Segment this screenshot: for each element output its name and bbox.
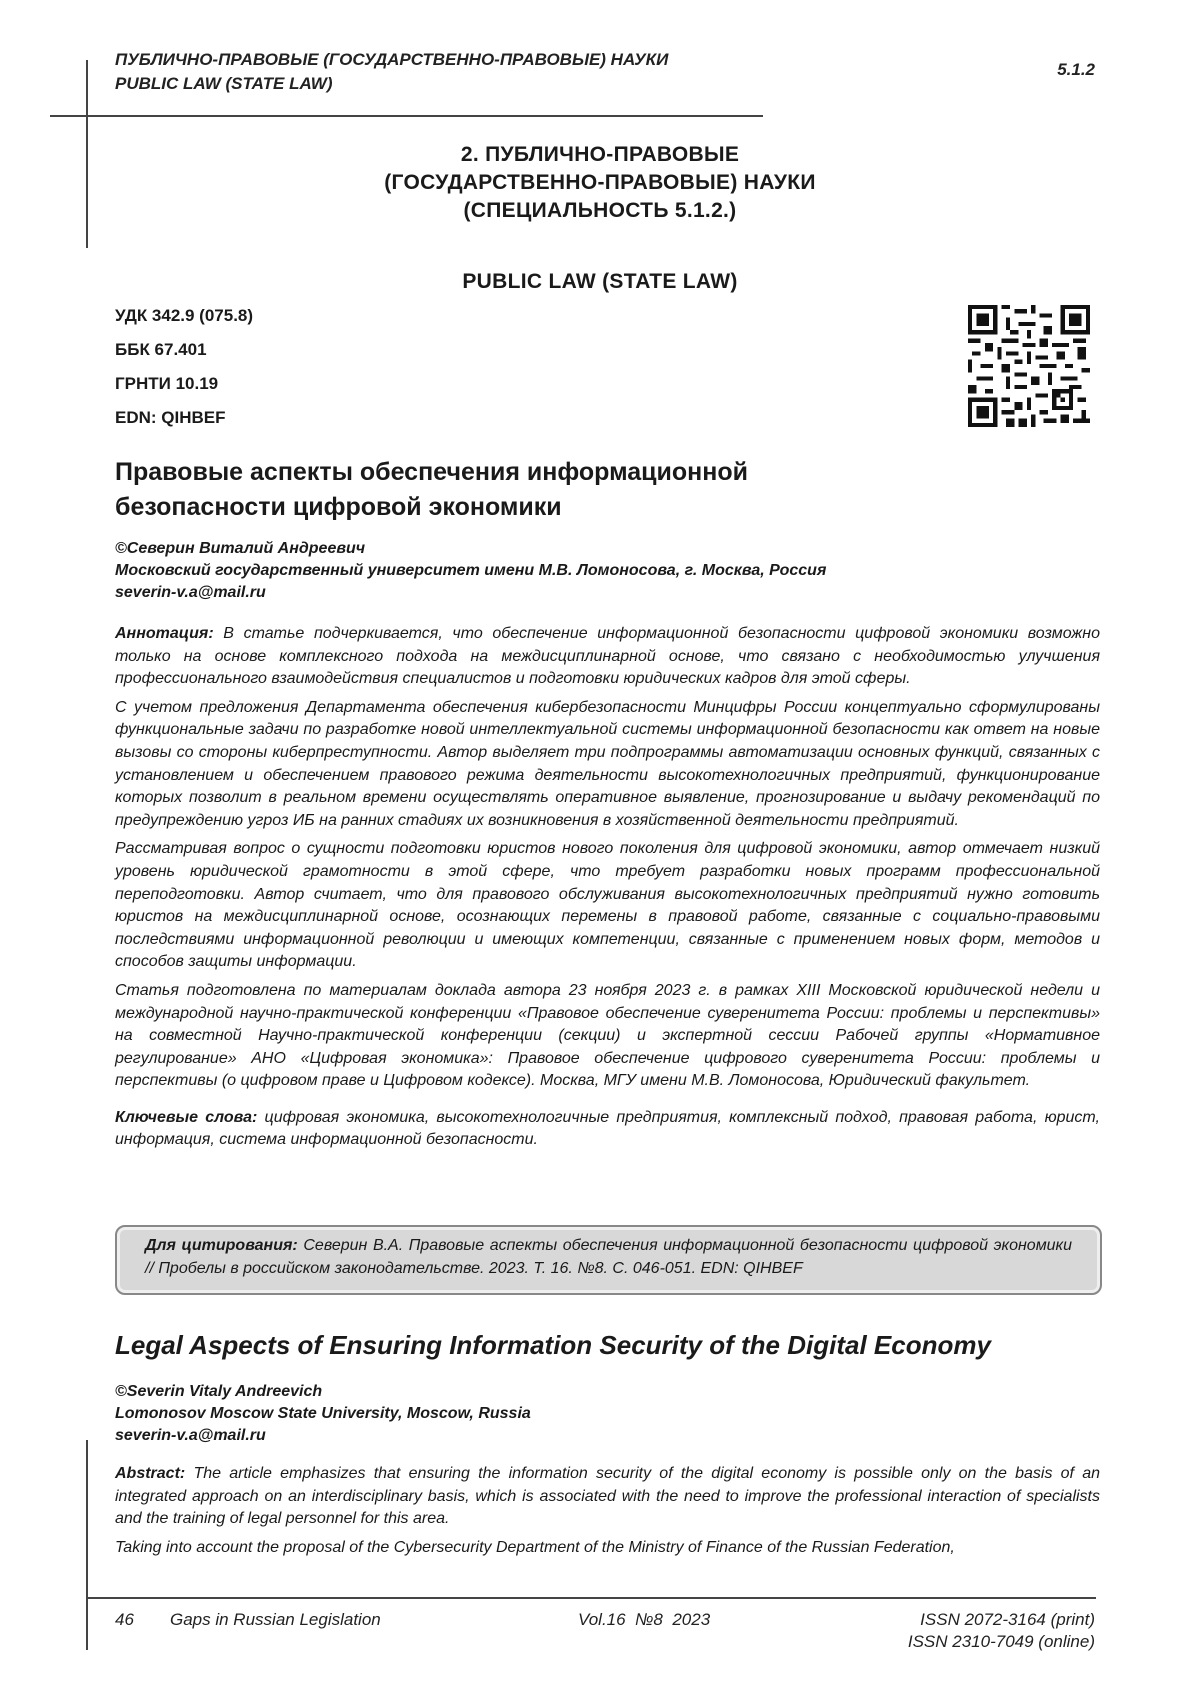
article-title-ru-line1: Правовые аспекты обеспечения информационной: [115, 458, 749, 486]
keywords-ru: [115, 1107, 1100, 1152]
author-email-ru[interactable]: severin-v.a@mail.ru: [115, 584, 266, 601]
article-title-en: Legal Aspects of Ensuring Information Security of the Digital Economy: [115, 1330, 991, 1360]
header-horizontal-rule: [50, 115, 763, 117]
abstract-ru-p1-text: В статье подчеркивается, что обеспечение информационной безопасности цифровой экономики возможно только на основе комплексного подхода на междисциплинарной основе, что связано с необходимостью улучшения профессионального взаимодействия специалистов и подготовки юридических кадров для этой сферы.: [115, 625, 1100, 688]
citation-body: Северин В.А. Правовые аспекты обеспечения информационной безопасности цифровой экономики // Пробелы в российском законодательстве. 2023. Т. 16. №8. С. 046-051. EDN: QIHBEF: [145, 1237, 1073, 1277]
footer-issue: Vol.16 №8 2023: [578, 1610, 711, 1629]
footer-issn-print: ISSN 2072-3164 (print): [920, 1610, 1095, 1629]
abstract-en-p2: Taking into account the proposal of the Cybersecurity Department of the Ministry of Finance of the Russian Federation,: [115, 1538, 955, 1556]
citation-box: [115, 1225, 1102, 1295]
footer-vertical-rule: [86, 1440, 88, 1650]
abstract-ru-p1: [115, 623, 1100, 691]
keywords-ru-label: Ключевые слова:: [115, 1108, 258, 1126]
abstract-en-label: Abstract:: [115, 1465, 186, 1482]
bbk-code: ББК 67.401: [115, 340, 207, 359]
footer-horizontal-rule: [86, 1597, 1096, 1599]
section-title-line3: (СПЕЦИАЛЬНОСТЬ 5.1.2.): [463, 199, 737, 222]
author-name-ru: ©Северин Виталий Андреевич: [115, 540, 366, 557]
running-header: [115, 48, 668, 96]
qr-code-icon[interactable]: [968, 305, 1090, 427]
abstract-ru-p3: Рассматривая вопрос о сущности подготовки юристов нового поколения для цифровой экономики, автор отмечает низкий уровень юридической грамотности в этой сфере, что требует разработки новых программ профессиональной переподготовки. Автор считает, что для правового обслуживания высокотехнологичных предприятий нужно готовить юристов на междисциплинарной основе, осознающих перемены в правовой работе, связанные с социально-правовыми последствиями информационной революции и имеющих компетенции, связанные с применением новых форм, методов и способов защиты информации.: [115, 840, 1100, 971]
running-header-ru: ПУБЛИЧНО-ПРАВОВЫЕ (ГОСУДАРСТВЕННО-ПРАВОВЫЕ) НАУКИ: [115, 50, 669, 69]
footer-issn-online: ISSN 2310-7049 (online): [907, 1632, 1095, 1651]
running-header-en: PUBLIC LAW (STATE LAW): [115, 74, 333, 93]
footer-journal: Gaps in Russian Legislation: [170, 1610, 381, 1629]
abstract-en-p1: [115, 1463, 1100, 1531]
author-name-en: ©Severin Vitaly Andreevich: [115, 1383, 323, 1400]
specialty-code: 5.1.2: [1057, 60, 1095, 79]
citation-text: [145, 1235, 1072, 1280]
udk-code: УДК 342.9 (075.8): [115, 306, 254, 325]
author-block-ru: [115, 538, 826, 604]
author-affiliation-ru: Московский государственный университет имени М.В. Ломоносова, г. Москва, Россия: [115, 562, 827, 579]
abstract-ru-p2: С учетом предложения Департамента обеспечения кибербезопасности Минцифры России концептуально сформулированы функциональные задачи по разработке новой интеллектуальной системы информационной безопасности как ответ на новые вызовы со стороны киберпреступности. Автор выделяет три подпрограммы автоматизации основных функций, связанных с установлением и обеспечением правового режима деятельности высокотехнологичных предприятий, функционирование которых позволит в реальном времени осуществлять оперативное выявление, прогнозирование и выдачу рекомендаций по предупреждению угроз ИБ на ранних стадиях их возникновения в хозяйственной деятельности предприятий.: [115, 698, 1100, 829]
abstract-ru-label: Аннотация:: [115, 625, 214, 642]
abstract-ru-p4: Статья подготовлена по материалам доклада автора 23 ноября 2023 г. в рамках XIII Московской юридической недели и международной научно-практической конференции «Правовое обеспечение суверенитета России: проблемы и перспективы» на совместной Научно-практической конференции (секции) и экспертной сессии Рабочей группы «Нормативное регулирование» АНО «Цифровая экономика»: Правовое обеспечение цифрового суверенитета России: проблемы и перспективы (о цифровом праве и Цифровом кодексе). Москва, МГУ имени М.В. Ломоносова, Юридический факультет.: [115, 981, 1100, 1090]
header-vertical-rule: [86, 60, 88, 248]
abstract-ru: [115, 623, 1100, 1158]
section-title-en: PUBLIC LAW (STATE LAW): [462, 270, 738, 293]
edn-code: EDN: QIHBEF: [115, 408, 226, 427]
classification-codes: [115, 299, 253, 435]
section-title-line1: 2. ПУБЛИЧНО-ПРАВОВЫЕ: [460, 143, 740, 166]
author-email-en[interactable]: severin-v.a@mail.ru: [115, 1427, 266, 1444]
author-affiliation-en: Lomonosov Moscow State University, Moscow, Russia: [115, 1405, 531, 1422]
abstract-en-p1-text: The article emphasizes that ensuring the information security of the digital economy is possible only on the basis of an integrated approach on an interdisciplinary basis, which is associated with the need to improve the professional interaction of specialists and the training of legal personnel for this area.: [115, 1465, 1100, 1528]
footer-issn: [908, 1609, 1095, 1653]
abstract-en: [115, 1463, 1100, 1565]
section-title-line2: (ГОСУДАРСТВЕННО-ПРАВОВЫЕ) НАУКИ: [384, 171, 816, 194]
section-title: [300, 141, 900, 225]
article-title-ru-line2: безопасности цифровой экономики: [115, 493, 562, 521]
footer-page-number: 46: [115, 1610, 134, 1629]
article-title-ru: [115, 455, 748, 525]
citation-label: Для цитирования:: [145, 1237, 298, 1254]
keywords-ru-text: цифровая экономика, высокотехнологичные предприятия, комплексный подход, правовая работа, юрист, информация, система информационной безопасности.: [115, 1108, 1101, 1149]
grnti-code: ГРНТИ 10.19: [115, 374, 219, 393]
author-block-en: [115, 1381, 531, 1447]
